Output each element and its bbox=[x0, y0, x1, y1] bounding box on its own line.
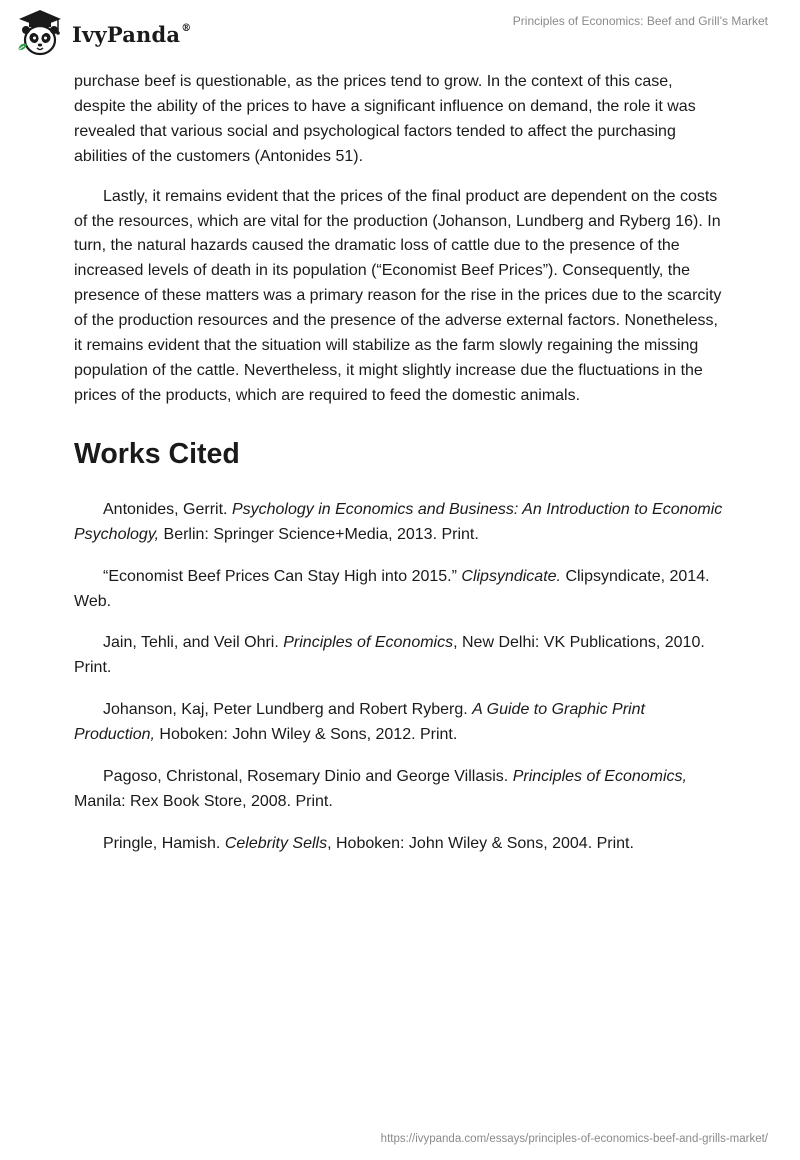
citation-title: A Guide to Graphic Print Production, bbox=[74, 701, 645, 744]
body-paragraph: Lastly, it remains evident that the prices of the final product are dependent on the costs of the resources, which are vital for the production (Johanson, Lundberg and Ryberg 16). In turn, the natural hazards caused the dramatic loss of cattle due to the presence of the increased levels of death in its population (“Economist Beef Prices”). Consequently, the presence of these matters was a primary reason for the rise in the prices due to the scarcity of the production resources and the presence of the adverse external factors. Nonetheless, it remains evident that the situation will stabilize as the farm slowly regaining the missing population of the cattle. Nevertheless, it might slightly increase due the fluctuations in the prices of the products, which are required to feed the domestic animals. bbox=[74, 187, 722, 404]
citation-title: Principles of Economics bbox=[283, 634, 454, 652]
works-cited-heading: Works Cited bbox=[74, 437, 240, 470]
citation-entry: Pringle, Hamish. Celebrity Sells, Hoboken: John Wiley & Sons, 2004. Print. bbox=[103, 834, 634, 852]
citation-entry: Johanson, Kaj, Peter Lundberg and Robert Ryberg. A Guide to Graphic Print Production, Hoboken: John Wiley & Sons, 2012. Print. bbox=[74, 701, 645, 744]
citation-title: Principles of Economics, bbox=[512, 768, 687, 786]
source-url[interactable]: https://ivypanda.com/essays/principles-of-economics-beef-and-grills-market/ bbox=[380, 1133, 768, 1145]
citation-title: Psychology in Economics and Business: An Introduction to Economic Psychology, bbox=[74, 500, 723, 543]
citation-title: Clipsyndicate. bbox=[461, 567, 561, 585]
citation-entry: Antonides, Gerrit. Psychology in Economics and Business: An Introduction to Economic Psychology, Berlin: Springer Science+Media, 2013. Print. bbox=[74, 500, 723, 543]
body-paragraph: purchase beef is questionable, as the prices tend to grow. In the context of this case, despite the ability of the prices to have a significant influence on demand, the role it was revealed that various social and psychological factors tended to affect the purchasing abilities of the customers (Antonides 51). bbox=[74, 73, 696, 165]
citation-entry: Pagoso, Christonal, Rosemary Dinio and George Villasis. Principles of Economics, Manila: Rex Book Store, 2008. Print. bbox=[74, 768, 687, 810]
citation-title: Celebrity Sells bbox=[224, 834, 328, 852]
citation-entry: “Economist Beef Prices Can Stay High into 2015.” Clipsyndicate. Clipsyndicate, 2014. Web. bbox=[74, 567, 710, 610]
works-cited-list bbox=[74, 498, 726, 857]
brand-name: IvyPanda® bbox=[72, 21, 192, 47]
page-header bbox=[0, 0, 800, 64]
panda-graduate-icon bbox=[14, 8, 66, 58]
registered-mark: ® bbox=[181, 22, 192, 34]
citation-entry: Jain, Tehli, and Veil Ohri. Principles of Economics, New Delhi: VK Publications, 2010. Print. bbox=[74, 634, 705, 677]
essay-content bbox=[74, 70, 726, 874]
document-title: Principles of Economics: Beef and Grill’s Market bbox=[512, 14, 768, 28]
brand-logo[interactable] bbox=[14, 8, 191, 58]
